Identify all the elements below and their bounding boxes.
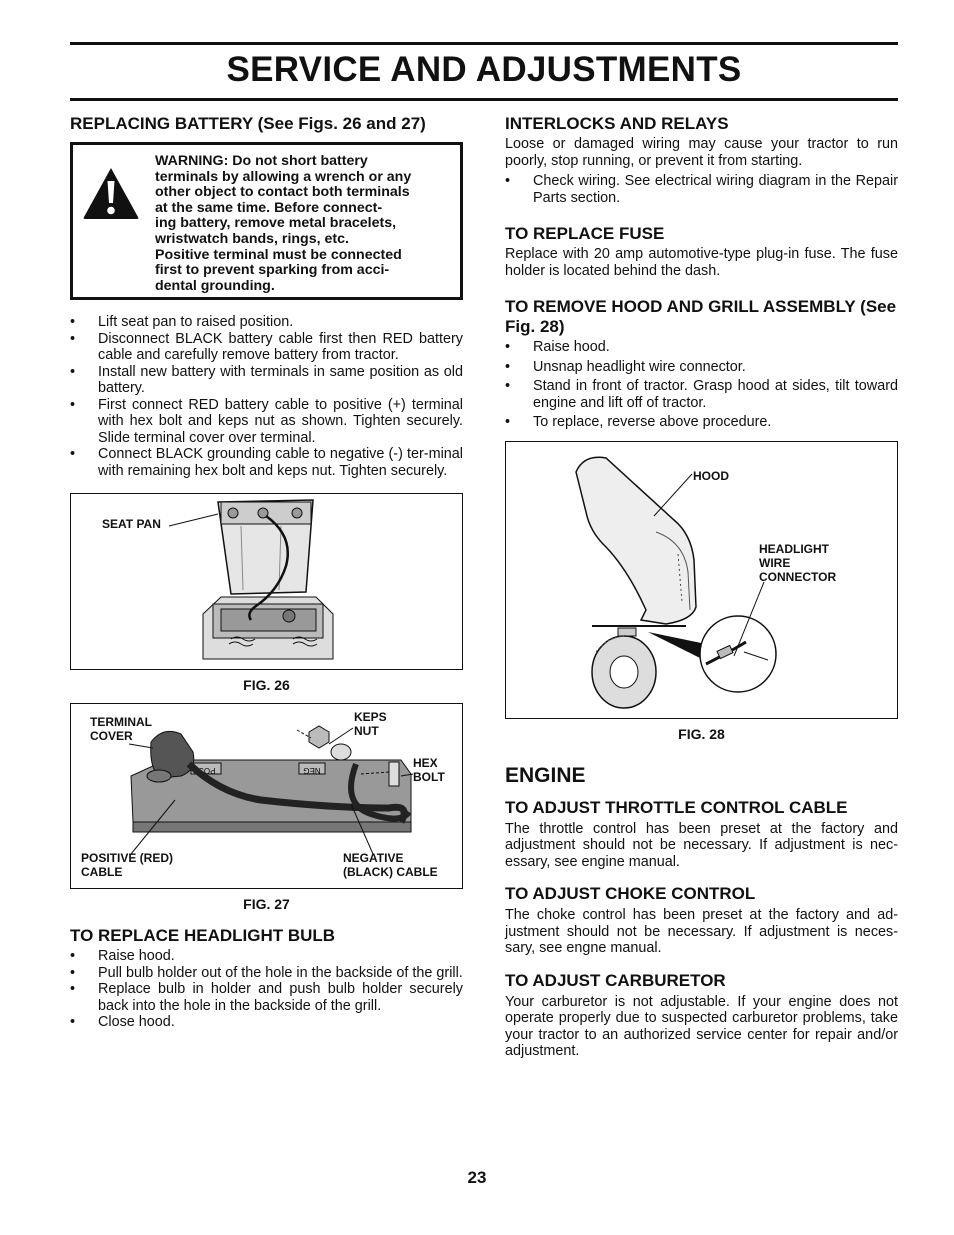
page-title: SERVICE AND ADJUSTMENTS xyxy=(226,50,742,89)
list-item: • Raise hood. xyxy=(70,948,463,965)
warning-text xyxy=(155,154,440,294)
fig26-diagram xyxy=(70,493,463,670)
carburetor-heading: TO ADJUST CARBURETOR xyxy=(505,970,726,990)
list-item: • First connect RED battery cable to positive (+) terminal with hex bolt and keps nut as shown. Tighten securely. Slide terminal cover over terminal. xyxy=(70,397,463,447)
headlight-steps xyxy=(70,948,463,1031)
list-item: • Pull bulb holder out of the hole in the backside of the grill. xyxy=(70,965,463,982)
fuse-heading: TO REPLACE FUSE xyxy=(505,224,665,243)
list-item: • Connect BLACK grounding cable to negative (-) ter-minal with remaining hex bolt and keps nut. Tighten securely. xyxy=(70,446,463,479)
list-item: • Raise hood. xyxy=(505,339,898,356)
mark-pos: POS xyxy=(198,766,216,775)
warning-box xyxy=(70,142,463,300)
throttle-text: The throttle control has been preset at the factory and adjustment should not be necessary. If adjustment is nec-essary, see engine manual. xyxy=(505,820,898,870)
label-keps-nut: KEPS NUT xyxy=(354,710,387,738)
warning-line: at the same time. Before connect- xyxy=(155,199,383,216)
label-hex-bolt: HEX BOLT xyxy=(413,756,445,784)
label-hood: HOOD xyxy=(693,468,729,483)
fig28-caption: FIG. 28 xyxy=(678,725,725,742)
list-item: • Stand in front of tractor. Grasp hood at sides, tilt toward engine and lift off of tractor. xyxy=(505,378,898,411)
fig27-caption: FIG. 27 xyxy=(243,896,290,912)
label-seat-pan: SEAT PAN xyxy=(102,517,161,531)
warning-line: ing battery, remove metal bracelets, xyxy=(155,215,397,232)
list-item: • Disconnect BLACK battery cable first then RED battery cable and carefully remove battery from tractor. xyxy=(70,331,463,364)
interlocks-steps xyxy=(505,173,898,206)
warning-line: terminals by allowing a wrench or any xyxy=(155,168,412,185)
top-rule xyxy=(70,42,898,45)
fig28-diagram xyxy=(505,441,898,719)
battery-steps xyxy=(70,314,463,479)
interlocks-text: Loose or damaged wiring may cause your tractor to run poorly, stop running, or prevent it from starting. xyxy=(505,136,898,169)
battery-heading: REPLACING BATTERY (See Figs. 26 and 27) xyxy=(70,114,426,133)
list-item: • Install new battery with terminals in same position as old battery. xyxy=(70,364,463,397)
choke-heading: TO ADJUST CHOKE CONTROL xyxy=(505,884,756,903)
list-item: • Replace bulb in holder and push bulb holder securely back into the hole in the backside of the grill. xyxy=(70,981,463,1014)
fig26-caption: FIG. 26 xyxy=(243,677,290,693)
label-positive-cable: POSITIVE (RED) CABLE xyxy=(81,851,174,879)
list-item: • Unsnap headlight wire connector. xyxy=(505,359,898,376)
interlocks-heading: INTERLOCKS AND RELAYS xyxy=(505,114,729,133)
list-item: • Check wiring. See electrical wiring diagram in the Repair Parts section. xyxy=(505,173,898,206)
warning-line: first to prevent sparking from acci- xyxy=(155,262,390,279)
warning-exclamation-icon xyxy=(81,165,141,221)
warning-line: dental grounding. xyxy=(155,277,275,294)
right-column xyxy=(505,114,898,1060)
fig27-diagram xyxy=(70,703,463,889)
list-item: • Close hood. xyxy=(70,1014,463,1031)
hood-steps xyxy=(505,339,898,431)
headlight-heading: TO REPLACE HEADLIGHT BULB xyxy=(70,926,336,945)
mark-neg: NEG xyxy=(303,766,321,775)
label-terminal-cover: TERMINAL COVER xyxy=(90,715,152,743)
warning-line: wristwatch bands, rings, etc. xyxy=(155,230,349,247)
warning-line: other object to contact both terminals xyxy=(155,184,410,201)
engine-heading: ENGINE xyxy=(505,763,586,787)
carburetor-text: Your carburetor is not adjustable. If your engine does not operate properly due to suspected carburetor problems, take your tractor to an authorized service center for repair and/or adjustment. xyxy=(505,993,898,1059)
label-negative-cable: NEGATIVE (BLACK) CABLE xyxy=(343,851,438,879)
choke-text: The choke control has been preset at the factory and ad-justment should not be necessary. If adjustment is neces-sary, see engne manual. xyxy=(505,907,898,956)
label-headlight-connector: HEADLIGHT WIRE CONNECTOR xyxy=(759,541,837,584)
warning-line: WARNING: Do not short battery xyxy=(155,153,368,169)
title-underline xyxy=(70,98,898,101)
left-column xyxy=(70,114,463,1031)
hood-heading: TO REMOVE HOOD AND GRILL ASSEMBLY (See Fig. 28) xyxy=(505,297,897,336)
list-item: • To replace, reverse above procedure. xyxy=(505,414,898,431)
throttle-heading: TO ADJUST THROTTLE CONTROL CABLE xyxy=(505,797,848,817)
warning-line: Positive terminal must be connected xyxy=(155,246,402,263)
list-item: • Lift seat pan to raised position. xyxy=(70,314,463,331)
fuse-text: Replace with 20 amp automotive-type plug-in fuse. The fuse holder is located behind the dash. xyxy=(505,246,898,279)
page-number: 23 xyxy=(467,1168,487,1187)
